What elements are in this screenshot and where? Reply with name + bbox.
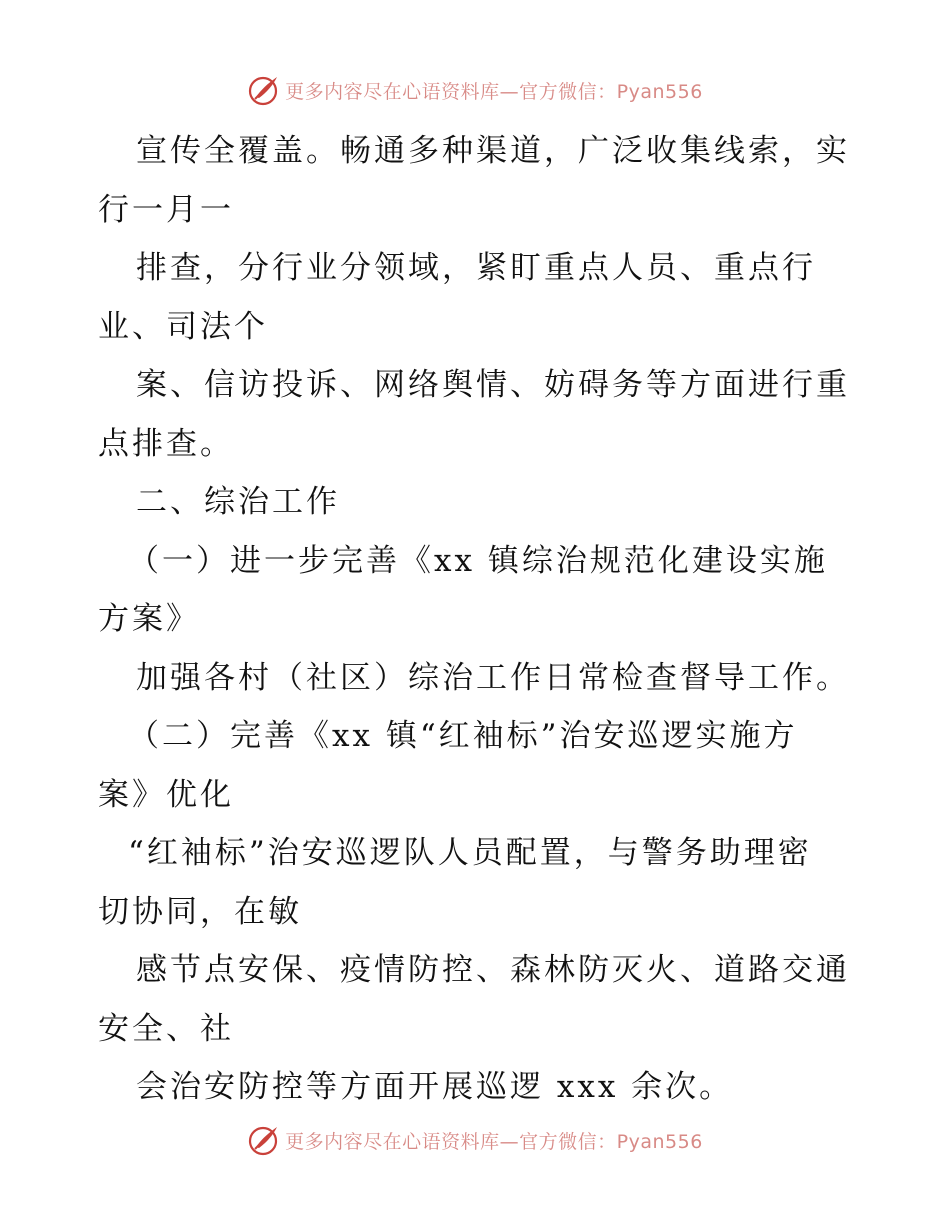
text-line: “红袖标”治安巡逻队人员配置，与警务助理密 [128, 835, 812, 871]
text-line: 安全、社 [98, 1010, 234, 1047]
text-line: （二）完善《xx 镇“红袖标”治安巡逻实施方 [128, 718, 798, 754]
text-line: 行一月一 [98, 191, 234, 228]
text-line: 方案》 [98, 601, 200, 637]
text-line: 排查，分行业分领域，紧盯重点人员、重点行 [136, 250, 816, 286]
footer-watermark [0, 1120, 950, 1160]
text-line: 加强各村（社区）综治工作日常检查督导工作。 [136, 659, 850, 696]
header-watermark [0, 70, 950, 110]
text-line: 业、司法个 [98, 308, 268, 345]
watermark-text: 更多内容尽在心语资料库—官方微信：Pyan556 [285, 80, 703, 103]
text-line: 会治安防控等方面开展巡逻 xxx 余次。 [136, 1069, 734, 1105]
text-line: 宣传全覆盖。畅通多种渠道，广泛收集线索，实 [136, 133, 850, 169]
text-line: 点排查。 [98, 425, 234, 462]
text-line: 案》优化 [98, 776, 234, 813]
text-line: 感节点安保、疫情防控、森林防灭火、道路交通 [136, 952, 850, 988]
text-line: 案、信访投诉、网络舆情、妨碍务等方面进行重 [136, 367, 850, 403]
quill-logo-icon [247, 1123, 281, 1157]
text-line: （一）进一步完善《xx 镇综治规范化建设实施 [128, 542, 828, 579]
text-line: 切协同，在敏 [98, 893, 302, 930]
section-heading: 二、综治工作 [136, 484, 340, 520]
watermark-text: 更多内容尽在心语资料库—官方微信：Pyan556 [285, 1130, 703, 1153]
document-body [98, 122, 858, 1117]
quill-logo-icon [247, 73, 281, 107]
